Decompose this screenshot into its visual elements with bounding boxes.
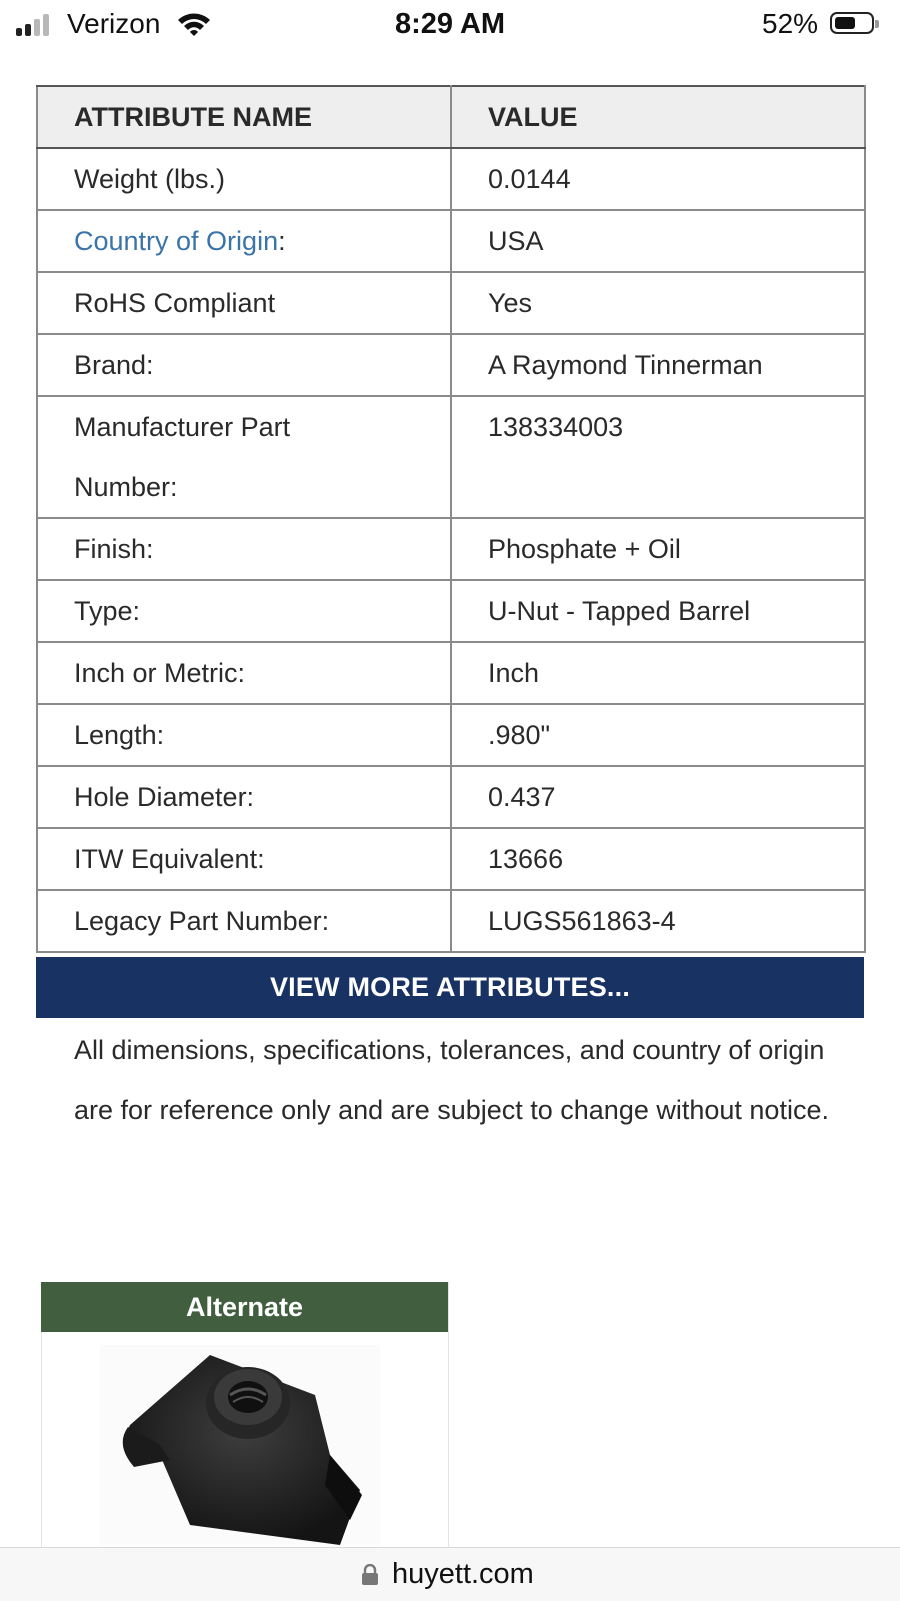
attribute-name: Inch or Metric: [37, 642, 451, 704]
battery-percent: 52% [762, 8, 819, 39]
attribute-value: Inch [451, 642, 865, 704]
alternate-header: Alternate [41, 1282, 448, 1332]
attribute-value: Yes [451, 272, 865, 334]
column-header-attribute-name: ATTRIBUTE NAME [37, 86, 451, 148]
attribute-value: 0.437 [451, 766, 865, 828]
view-more-attributes-button[interactable]: VIEW MORE ATTRIBUTES... [36, 957, 864, 1018]
attribute-value: LUGS561863-4 [451, 890, 865, 952]
table-row [37, 890, 865, 952]
attribute-name: Type: [37, 580, 451, 642]
table-row [37, 334, 865, 396]
status-bar [0, 0, 900, 50]
attribute-name: Hole Diameter: [37, 766, 451, 828]
country-of-origin-link[interactable]: Country of Origin [74, 226, 279, 256]
clock: 8:29 AM [394, 8, 506, 40]
attribute-name: Brand: [37, 334, 451, 396]
attribute-name: RoHS Compliant [37, 272, 451, 334]
attribute-name-suffix: : [278, 226, 286, 256]
attribute-value: USA [451, 210, 865, 272]
attribute-value: 0.0144 [451, 148, 865, 210]
table-row [37, 210, 865, 272]
table-row [37, 704, 865, 766]
attribute-value: A Raymond Tinnerman [451, 334, 865, 396]
table-row [37, 642, 865, 704]
attribute-name: Finish: [37, 518, 451, 580]
url-domain: huyett.com [392, 1558, 534, 1590]
table-row [37, 828, 865, 890]
column-header-value: VALUE [451, 86, 865, 148]
attribute-name: Legacy Part Number: [37, 890, 451, 952]
carrier-name: Verizon [67, 8, 161, 39]
browser-url-bar[interactable] [0, 1547, 900, 1601]
attribute-value: Phosphate + Oil [451, 518, 865, 580]
attribute-value: .980" [451, 704, 865, 766]
table-row [37, 148, 865, 210]
attribute-name: Length: [37, 704, 451, 766]
attribute-name: Weight (lbs.) [37, 148, 451, 210]
table-row [37, 580, 865, 642]
lock-icon [361, 1564, 379, 1591]
table-row [37, 766, 865, 828]
table-row [37, 272, 865, 334]
attribute-value: 13666 [451, 828, 865, 890]
attribute-value: 138334003 [451, 396, 865, 518]
attribute-name: Manufacturer Part Number: [37, 396, 451, 518]
attribute-name: ITW Equivalent: [37, 828, 451, 890]
attributes-table [36, 85, 866, 953]
battery-icon [830, 12, 874, 34]
table-header-row [37, 86, 865, 148]
disclaimer-text: All dimensions, specifications, tolerances, and country of origin are for reference only and are subject to change without notice. [74, 1035, 829, 1125]
table-row [37, 518, 865, 580]
product-image[interactable] [100, 1345, 380, 1550]
attribute-name [37, 210, 451, 272]
attribute-value: U-Nut - Tapped Barrel [451, 580, 865, 642]
table-row [37, 396, 865, 518]
